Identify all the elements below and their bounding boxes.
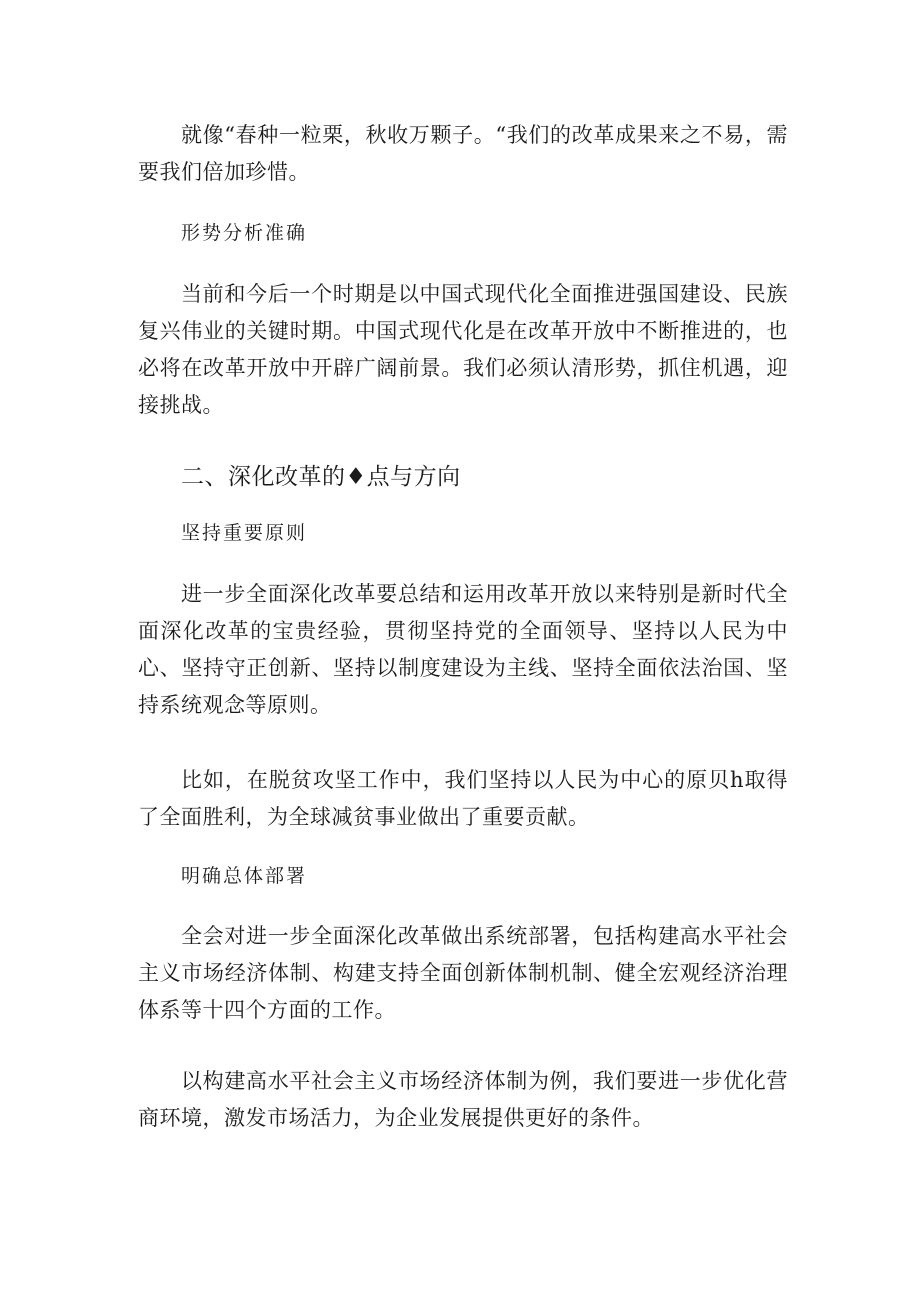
- subheading-key-principles: 坚持重要原则: [181, 522, 308, 544]
- paragraph-poverty-example: 比如，在脱贫攻坚工作中，我们坚持以人民为中心的原贝h取得了全面胜利，为全球减贫事业做出了重要贡献。: [138, 768, 788, 829]
- section-heading-reform-focus: 二、深化改革的♦点与方向: [181, 464, 461, 490]
- paragraph-market-economy-example: 以构建高水平社会主义市场经济体制为例，我们要进一步优化营商环境，激发市场活力，为企业发展提供更好的条件。: [138, 1069, 788, 1130]
- paragraph-current-period: 当前和今后一个时期是以中国式现代化全面推进强国建设、民族复兴伟业的关键时期。中国式现代化是在改革开放中不断推进的，也必将在改革开放中开辟广阔前景。我们必须认清形势，抓住机遇，迎接挑战。: [138, 282, 788, 417]
- paragraph-harvest-metaphor: 就像“春种一粒栗，秋收万颗子。“我们的改革成果来之不易，需要我们倍加珍惜。: [138, 123, 788, 184]
- paragraph-reform-principles: 进一步全面深化改革要总结和运用改革开放以来特别是新时代全面深化改革的宝贵经验，贯彻坚持党的全面领导、坚持以人民为中心、坚持守正创新、坚持以制度建设为主线、坚持全面依法治国、坚持系统观念等原则。: [138, 582, 788, 717]
- subheading-situation-analysis: 形势分析准确: [181, 222, 308, 244]
- paragraph-system-deployment: 全会对进一步全面深化改革做出系统部署，包括构建高水平社会主义市场经济体制、构建支持全面创新体制机制、健全宏观经济治理体系等十四个方面的工作。: [138, 924, 788, 1022]
- subheading-overall-deployment: 明确总体部署: [181, 865, 308, 887]
